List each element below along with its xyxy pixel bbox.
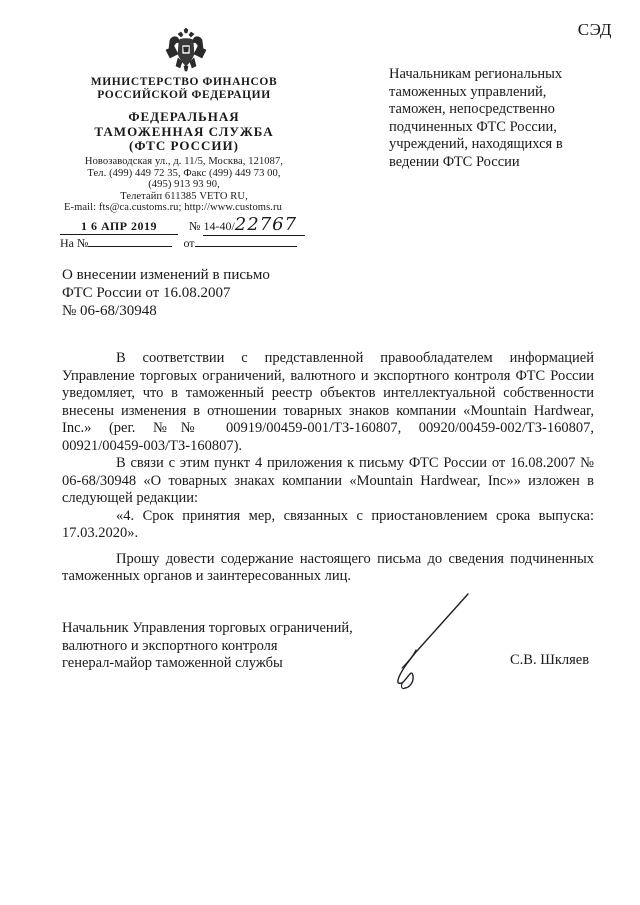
position-line: валютного и экспортного контроля bbox=[62, 637, 278, 654]
document-marker: СЭД bbox=[577, 20, 612, 39]
registration-date: 1 6 АПР 2019 bbox=[60, 219, 178, 235]
ministry-line: РОССИЙСКОЙ ФЕДЕРАЦИИ bbox=[97, 89, 271, 101]
position-line: Начальник Управления торговых ограничений, bbox=[62, 620, 353, 636]
addressee-block: Начальникам региональных таможенных управлений, таможен, непосредственно подчиненных ФТС России, учреждений, находящихся в ведении ФТС России bbox=[389, 66, 563, 170]
ministry-name bbox=[64, 76, 304, 102]
subject-line: № 06-68/30948 bbox=[62, 303, 157, 319]
position-line: генерал-майор таможенной службы bbox=[62, 655, 283, 671]
agency-name bbox=[64, 110, 304, 154]
subject-line: О внесении изменений в письмо bbox=[62, 267, 270, 283]
letter-body bbox=[62, 350, 594, 586]
body-paragraph: В соответствии с представленной правообладателем информацией Управление торговых ограничений, валютного и экспортного контроля ФТС России уведомляет, что в таможенный реестр объектов интеллектуальной собственности внесены изменения в отношении товарных знаков компании «Mountain Hardwear, Inc.» (рег. №№ 00919/00459-001/ТЗ-160807, 00920/00459-002/ТЗ-160807, 00921/00459-003/ТЗ-160807). bbox=[62, 350, 594, 454]
agency-line: (ФТС РОССИИ) bbox=[129, 138, 239, 153]
telex-line: Телетайп 611385 VETO RU, bbox=[120, 190, 248, 202]
ref-date-blank bbox=[195, 235, 297, 247]
registration-number bbox=[203, 214, 305, 236]
body-paragraph: «4. Срок принятия мер, связанных с приостановлением срока выпуска: 17.03.2020». bbox=[62, 507, 594, 541]
phone-line: (495) 913 93 90, bbox=[148, 179, 220, 190]
subject-line: ФТС России от 16.08.2007 bbox=[62, 285, 231, 301]
ref-number-blank bbox=[88, 235, 172, 247]
email-line: E-mail: fts@ca.customs.ru; http://www.customs.ru bbox=[64, 202, 282, 213]
phone-line: Тел. (499) 449 72 35, Факс (499) 449 73 00, bbox=[87, 167, 281, 179]
agency-line: ФЕДЕРАЛЬНАЯ bbox=[128, 109, 240, 124]
handwritten-signature-icon bbox=[372, 590, 482, 700]
address-line: Новозаводская ул., д. 11/5, Москва, 121087, bbox=[84, 156, 284, 167]
double-headed-eagle-emblem-icon bbox=[164, 28, 208, 72]
ref-label: На № bbox=[60, 236, 89, 250]
letter-subject bbox=[62, 266, 322, 320]
ref-from-label: от bbox=[183, 236, 195, 250]
registration-line bbox=[60, 214, 305, 236]
body-paragraph: В связи с этим пункт 4 приложения к письму ФТС России от 16.08.2007 № 06-68/30948 «О товарных знаках компании «Mountain Hardwear, Inc»» изложен в следующей редакции: bbox=[62, 455, 594, 506]
agency-line: ТАМОЖЕННАЯ СЛУЖБА bbox=[94, 123, 274, 139]
number-label: № bbox=[189, 219, 201, 233]
signatory-position bbox=[62, 620, 392, 673]
reference-line bbox=[60, 235, 297, 251]
ministry-line: МИНИСТЕРСТВО ФИНАНСОВ bbox=[90, 76, 278, 88]
contact-block bbox=[64, 156, 304, 214]
signatory-name: С.В. Шкляев bbox=[510, 652, 590, 668]
number-handwritten: 22767 bbox=[234, 214, 298, 235]
number-prefix: 14-40/ bbox=[203, 219, 235, 233]
body-paragraph: Прошу довести содержание настоящего письма до сведения подчиненных таможенных органов и заинтересованных лиц. bbox=[62, 550, 594, 584]
